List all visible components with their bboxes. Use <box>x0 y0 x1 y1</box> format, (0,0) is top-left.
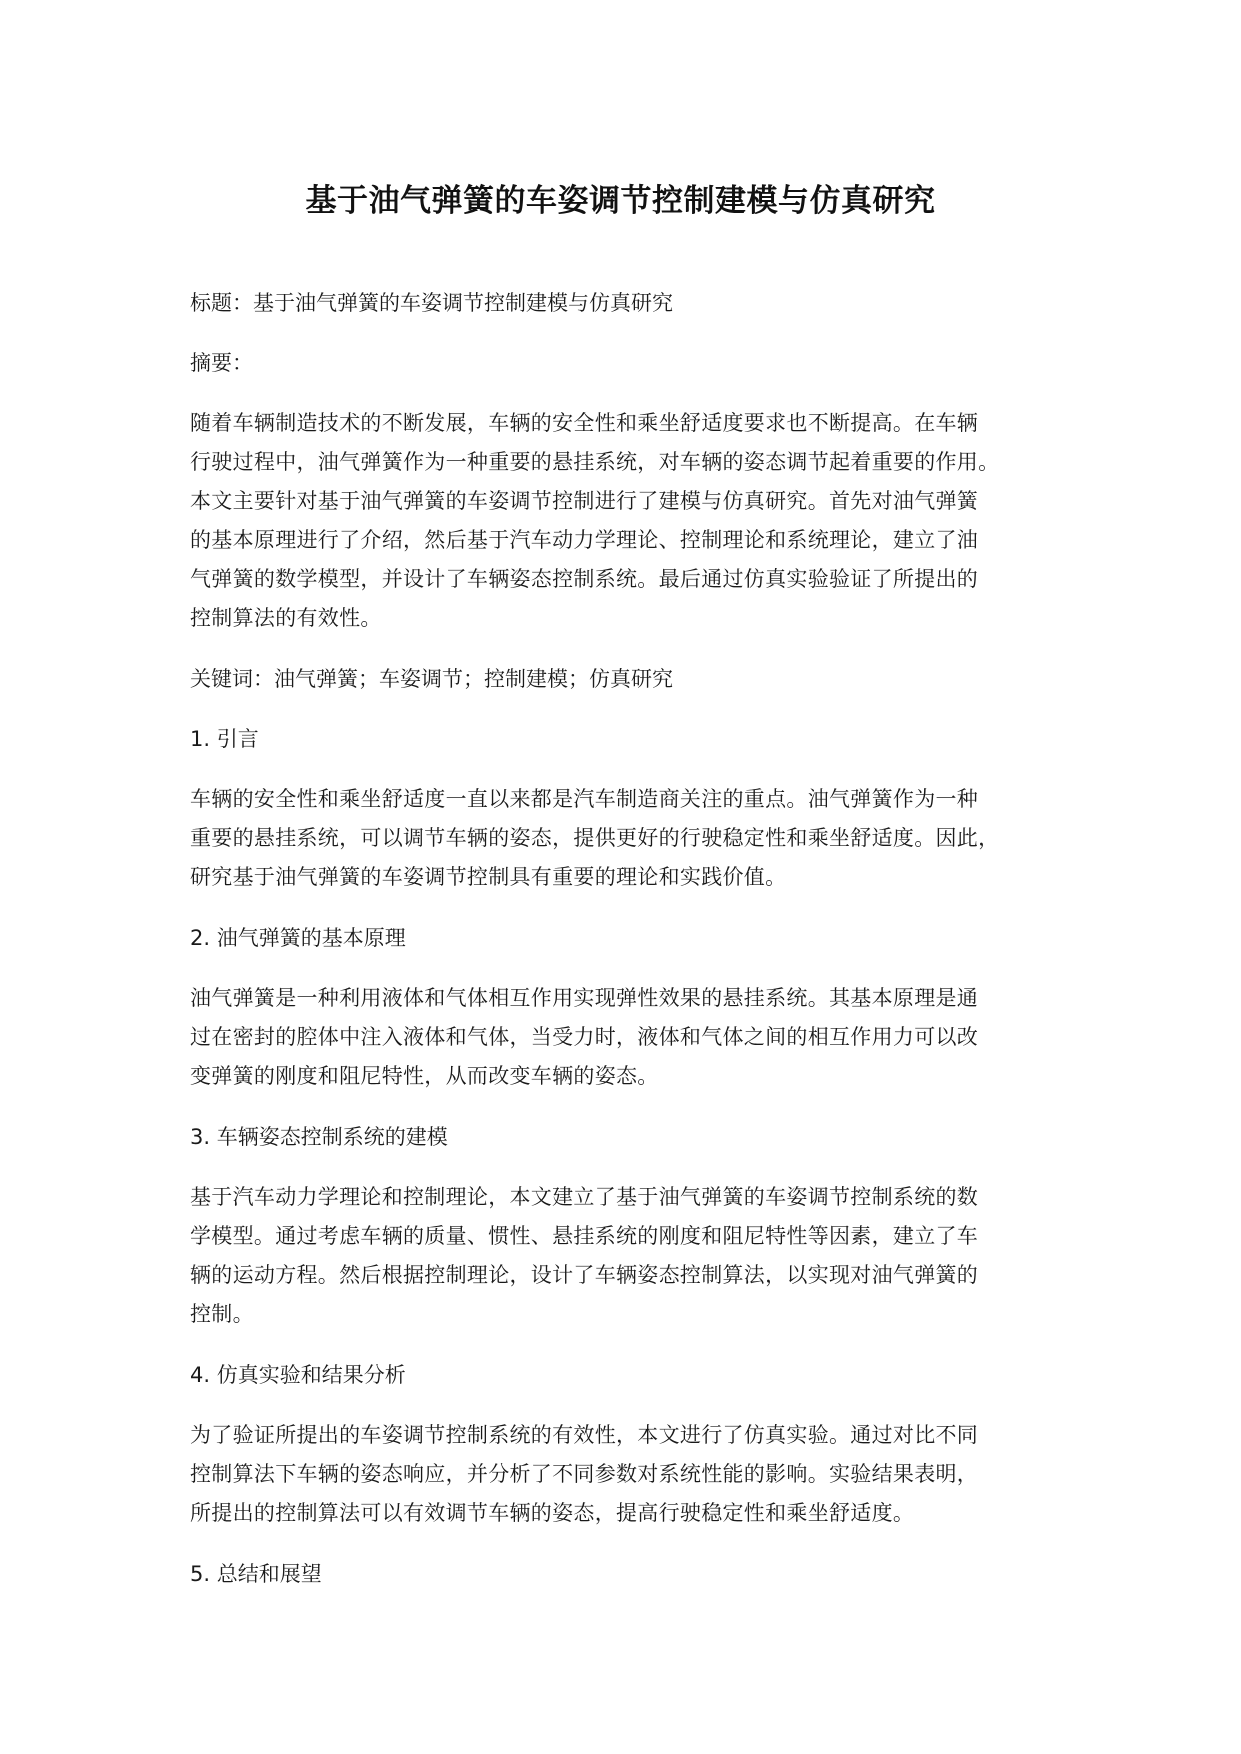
paragraph-line: 为了验证所提出的车姿调节控制系统的有效性，本文进行了仿真实验。通过对比不同 <box>190 1423 979 1447</box>
abstract-line: 气弹簧的数学模型，并设计了车辆姿态控制系统。最后通过仿真实验验证了所提出的 <box>190 567 979 591</box>
section-heading: 1. 引言 <box>190 727 259 751</box>
section-heading: 4. 仿真实验和结果分析 <box>190 1363 406 1387</box>
paragraph-line: 控制算法下车辆的姿态响应，并分析了不同参数对系统性能的影响。实验结果表明， <box>190 1462 979 1486</box>
paragraph-line: 控制。 <box>190 1302 254 1326</box>
paragraph-line: 基于汽车动力学理论和控制理论，本文建立了基于油气弹簧的车姿调节控制系统的数 <box>190 1185 979 1209</box>
section-heading: 5. 总结和展望 <box>190 1562 322 1586</box>
document-body <box>190 284 1090 1615</box>
section-paragraph <box>190 1416 1090 1533</box>
section-heading: 3. 车辆姿态控制系统的建模 <box>190 1125 448 1149</box>
abstract-line: 本文主要针对基于油气弹簧的车姿调节控制进行了建模与仿真研究。首先对油气弹簧 <box>190 489 979 513</box>
paragraph-line: 重要的悬挂系统，可以调节车辆的姿态，提供更好的行驶稳定性和乘坐舒适度。因此， <box>190 826 1000 850</box>
abstract-line: 的基本原理进行了介绍，然后基于汽车动力学理论、控制理论和系统理论，建立了油 <box>190 528 979 552</box>
abstract-label: 摘要： <box>190 351 253 375</box>
abstract-line: 行驶过程中，油气弹簧作为一种重要的悬挂系统，对车辆的姿态调节起着重要的作用。 <box>190 450 1000 474</box>
abstract-paragraph <box>190 404 1090 638</box>
paragraph-line: 变弹簧的刚度和阻尼特性，从而改变车辆的姿态。 <box>190 1064 659 1088</box>
subject-line: 标题：基于油气弹簧的车姿调节控制建模与仿真研究 <box>190 291 673 315</box>
paragraph-line: 辆的运动方程。然后根据控制理论，设计了车辆姿态控制算法，以实现对油气弹簧的 <box>190 1263 979 1287</box>
section-heading: 2. 油气弹簧的基本原理 <box>190 926 406 950</box>
keywords-line: 关键词：油气弹簧；车姿调节；控制建模；仿真研究 <box>190 667 673 691</box>
paragraph-line: 油气弹簧是一种利用液体和气体相互作用实现弹性效果的悬挂系统。其基本原理是通 <box>190 986 979 1010</box>
page-title: 基于油气弹簧的车姿调节控制建模与仿真研究 <box>305 183 936 219</box>
section-paragraph <box>190 780 1090 897</box>
abstract-line: 控制算法的有效性。 <box>190 606 382 630</box>
paragraph-line: 过在密封的腔体中注入液体和气体，当受力时，液体和气体之间的相互作用力可以改 <box>190 1025 979 1049</box>
section-paragraph <box>190 979 1090 1096</box>
paragraph-line: 学模型。通过考虑车辆的质量、惯性、悬挂系统的刚度和阻尼特性等因素，建立了车 <box>190 1224 979 1248</box>
paragraph-line: 研究基于油气弹簧的车姿调节控制具有重要的理论和实践价值。 <box>190 865 787 889</box>
section-paragraph <box>190 1178 1090 1334</box>
paragraph-line: 车辆的安全性和乘坐舒适度一直以来都是汽车制造商关注的重点。油气弹簧作为一种 <box>190 787 979 811</box>
paragraph-line: 所提出的控制算法可以有效调节车辆的姿态，提高行驶稳定性和乘坐舒适度。 <box>190 1501 915 1525</box>
abstract-line: 随着车辆制造技术的不断发展，车辆的安全性和乘坐舒适度要求也不断提高。在车辆 <box>190 411 979 435</box>
